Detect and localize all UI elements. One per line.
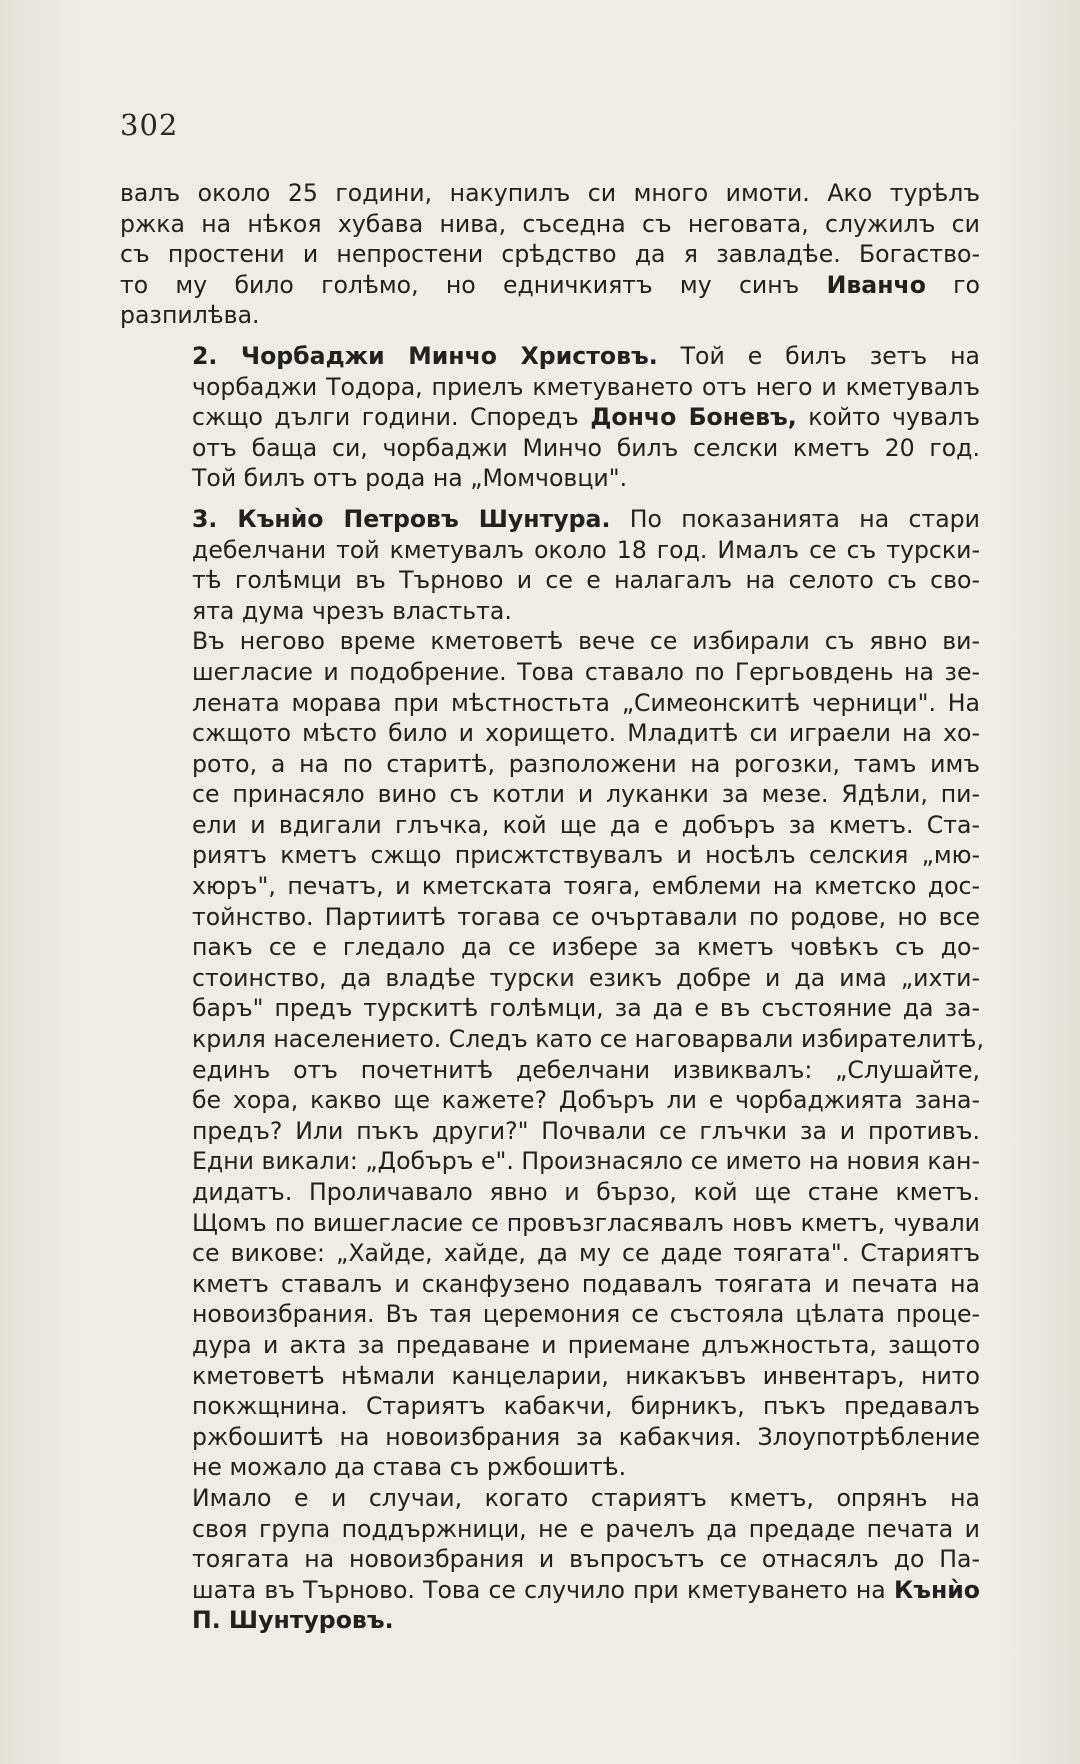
text-line: стоинство, да владѣе турски езикъ добре и да има „ихти-	[192, 963, 980, 992]
text-line: новоизбрания. Въ тая церемония се състояла цѣлата проце-	[192, 1300, 980, 1329]
text-line: единъ отъ почетнитѣ дебелчани извиквалъ: „Слушайте,	[192, 1055, 980, 1084]
text-line: дебелчани той кметувалъ около 18 год. Ималъ се съ турски-	[192, 535, 980, 564]
text-line: кметъ ставалъ и сканфузено подавалъ тоягата и печата на	[192, 1269, 980, 1298]
text-line: 3. Кънѝо Петровъ Шунтура. По показанията на стари	[192, 504, 980, 533]
text-line: лената морава при мѣстностьта „Симеонскитѣ черници". На	[192, 688, 980, 717]
text-line: ржка на нѣкоя хубава нива, съседна съ неговата, служилъ си	[120, 209, 980, 238]
text-line: Едни викали: „Добъръ е". Произнасяло се името на новия кан-	[192, 1147, 980, 1176]
text-line: валъ около 25 години, накупилъ си много имоти. Ако турѣлъ	[120, 179, 980, 207]
paragraph-2	[120, 341, 980, 494]
text-line: 2. Чорбаджи Минчо Христовъ. Той е билъ зетъ на	[192, 341, 980, 370]
text-line: предъ? Или пъкъ други?" Почвали се глъчки за и противъ.	[192, 1116, 980, 1145]
text-line: шата въ Търново. Това се случило при кметуването на Кънѝо	[192, 1575, 980, 1604]
text-line: тоягата на новоизбрания и въпросътъ се отнасялъ до Па-	[192, 1545, 980, 1574]
text-line: рото, а на по старитѣ, разположени на рогозки, тамъ имъ	[192, 749, 980, 778]
text-line: то му било голѣмо, но едничкиятъ му синъ Иванчо го	[120, 270, 980, 299]
text-line: ята дума чрезъ властьта.	[192, 596, 512, 625]
text-line: покжщнина. Стариятъ кабакчи, бирникъ, пъкъ предавалъ	[192, 1392, 980, 1421]
text-line: се викове: „Хайде, хайде, да му се даде тоягата". Стариятъ	[192, 1239, 980, 1268]
text-line: разпилѣва.	[120, 301, 260, 330]
text-line: Въ негово време кметоветѣ вече се избирали съ явно ви-	[192, 627, 980, 656]
text-line: кметоветѣ нѣмали канцеларии, никакъвъ инвентаръ, нито	[192, 1361, 980, 1390]
text-line: дидатъ. Проличавало явно и бързо, кой ще стане кметъ.	[192, 1178, 980, 1206]
paragraph-3	[120, 504, 980, 626]
paragraph-4	[120, 626, 984, 1483]
text-line: отъ баща си, чорбаджи Минчо билъ селски кметъ 20 год.	[192, 433, 980, 462]
text-line: бе хора, какво ще кажете? Добъръ ли е чорбаджията зана-	[192, 1086, 980, 1115]
text-line: П. Шунтуровъ.	[192, 1606, 394, 1635]
text-line: Щомъ по вишегласие се провъзгласявалъ новъ кметъ, чували	[192, 1208, 980, 1237]
text-line: хюръ", печатъ, и кметската тояга, емблеми на кметско дос-	[192, 872, 980, 901]
text-line: пакъ се е гледало да се избере за кметъ човѣкъ съ до-	[192, 933, 980, 962]
text-line: сжщото мѣсто било и хорището. Младитѣ си играели на хо-	[192, 719, 980, 748]
text-line: тѣ голѣмци въ Търново и се е налагалъ на селото съ сво-	[192, 566, 980, 595]
text-line: Имало е и случаи, когато стариятъ кметъ, опрянъ на	[192, 1483, 980, 1512]
text-line: чорбаджи Тодора, приелъ кметуването отъ него и кметувалъ	[192, 372, 980, 401]
page-body-text	[120, 178, 984, 1636]
text-line: Той билъ отъ рода на „Момчовци".	[192, 464, 628, 493]
text-line: тойнство. Партиитѣ тогава се очъртавали по родове, но все	[192, 902, 980, 931]
text-line: криля населението. Следъ като се наговарвали избирателитѣ,	[192, 1025, 984, 1054]
text-line: ржбошитѣ на новоизбрания за кабакчия. Злоупотрѣбление	[192, 1422, 980, 1451]
text-line: ели и вдигали глъчка, кой ще да е добъръ за кметъ. Ста-	[192, 810, 980, 839]
page-number: 302	[120, 108, 179, 142]
paragraph-1	[120, 178, 980, 331]
text-line: съ простени и непростени срѣдство да я завладѣе. Богаство-	[120, 240, 980, 269]
text-line: риятъ кметъ сжщо присжтствувалъ и носѣлъ селския „мю-	[192, 841, 980, 870]
text-line: не можало да става съ ржбошитѣ.	[192, 1453, 627, 1482]
text-line: шегласие и подобрение. Това ставало по Гергьовдень на зе-	[192, 657, 980, 686]
text-line: дура и акта за предаване и приемане длъжностьта, защото	[192, 1330, 980, 1359]
text-line: се принасяло вино съ котли и луканки за мезе. Ядѣли, пи-	[192, 780, 980, 809]
text-line: сжщо дълги години. Споредъ Дончо Боневъ, който чувалъ	[192, 403, 980, 432]
text-line: баръ" предъ турскитѣ голѣмци, за да е въ състояние да за-	[192, 994, 980, 1023]
text-line: своя група поддържници, не е рачелъ да предаде печата и	[192, 1514, 980, 1543]
paragraph-5	[120, 1483, 980, 1636]
